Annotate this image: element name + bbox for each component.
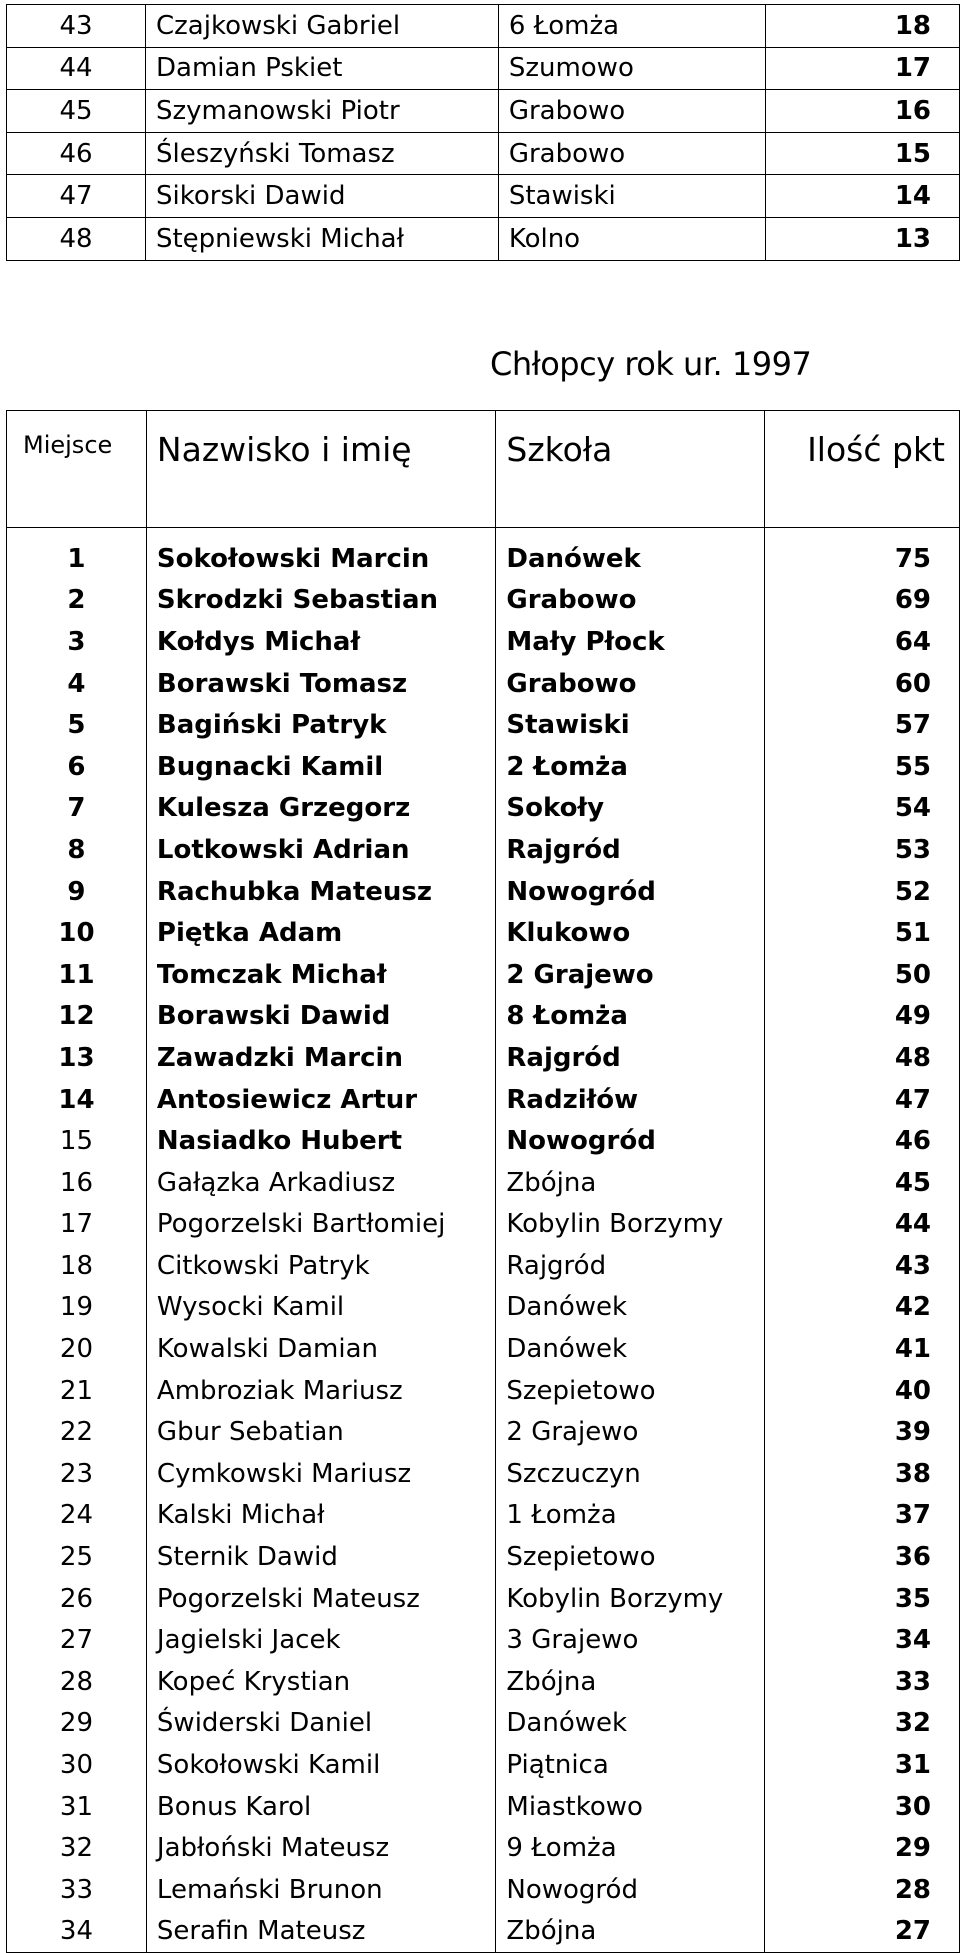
table-row xyxy=(7,1162,960,1204)
school-cell: Nowogród xyxy=(496,1869,764,1911)
table-row xyxy=(7,1204,960,1246)
table-row xyxy=(7,1453,960,1495)
name-cell: Ambroziak Mariusz xyxy=(146,1370,495,1412)
school-cell: Miastkowo xyxy=(496,1786,764,1828)
table-row xyxy=(7,1578,960,1620)
name-cell: Sikorski Dawid xyxy=(145,175,498,218)
name-cell: Jabłoński Mateusz xyxy=(146,1827,495,1869)
rank-cell: 7 xyxy=(7,788,147,830)
rank-cell: 32 xyxy=(7,1827,147,1869)
name-cell: Pogorzelski Mateusz xyxy=(146,1578,495,1620)
school-cell: Nowogród xyxy=(496,1120,764,1162)
name-cell: Kulesza Grzegorz xyxy=(146,788,495,830)
name-cell: Bugnacki Kamil xyxy=(146,746,495,788)
table-row xyxy=(7,621,960,663)
points-cell: 30 xyxy=(764,1786,959,1828)
name-cell: Tomczak Michał xyxy=(146,954,495,996)
points-cell: 39 xyxy=(764,1411,959,1453)
rank-cell: 9 xyxy=(7,871,147,913)
points-cell: 34 xyxy=(764,1619,959,1661)
name-cell: Pogorzelski Bartłomiej xyxy=(146,1204,495,1246)
points-cell: 43 xyxy=(764,1245,959,1287)
name-cell: Nasiadko Hubert xyxy=(146,1120,495,1162)
points-cell: 53 xyxy=(764,829,959,871)
rank-cell: 29 xyxy=(7,1703,147,1745)
name-cell: Stępniewski Michał xyxy=(145,217,498,260)
table-row xyxy=(7,663,960,705)
school-cell: Grabowo xyxy=(496,663,764,705)
table-row xyxy=(7,788,960,830)
points-cell: 55 xyxy=(764,746,959,788)
rank-cell: 2 xyxy=(7,580,147,622)
name-cell: Śleszyński Tomasz xyxy=(145,132,498,175)
rank-cell: 15 xyxy=(7,1120,147,1162)
header-points: Ilość pkt xyxy=(764,411,959,528)
school-cell: Kobylin Borzymy xyxy=(496,1204,764,1246)
name-cell: Lotkowski Adrian xyxy=(146,829,495,871)
school-cell: Rajgród xyxy=(496,1037,764,1079)
table-row xyxy=(7,1287,960,1329)
rank-cell: 46 xyxy=(7,132,146,175)
rank-cell: 22 xyxy=(7,1411,147,1453)
rank-cell: 1 xyxy=(7,528,147,580)
points-cell: 42 xyxy=(764,1287,959,1329)
rank-cell: 44 xyxy=(7,47,146,90)
table-row xyxy=(7,1827,960,1869)
rank-cell: 23 xyxy=(7,1453,147,1495)
name-cell: Szymanowski Piotr xyxy=(145,90,498,133)
table-row xyxy=(7,1411,960,1453)
school-cell: Rajgród xyxy=(496,1245,764,1287)
name-cell: Piętka Adam xyxy=(146,912,495,954)
points-cell: 37 xyxy=(764,1495,959,1537)
rank-cell: 14 xyxy=(7,1079,147,1121)
points-cell: 13 xyxy=(765,217,959,260)
school-cell: 2 Grajewo xyxy=(496,1411,764,1453)
points-cell: 47 xyxy=(764,1079,959,1121)
rank-cell: 34 xyxy=(7,1911,147,1953)
points-cell: 33 xyxy=(764,1661,959,1703)
rank-cell: 31 xyxy=(7,1786,147,1828)
name-cell: Wysocki Kamil xyxy=(146,1287,495,1329)
school-cell: Grabowo xyxy=(496,580,764,622)
points-cell: 27 xyxy=(764,1911,959,1953)
table-row xyxy=(7,1786,960,1828)
school-cell: Danówek xyxy=(496,1287,764,1329)
points-cell: 52 xyxy=(764,871,959,913)
school-cell: Danówek xyxy=(496,528,764,580)
points-cell: 49 xyxy=(764,996,959,1038)
table-row xyxy=(7,1911,960,1953)
table-row xyxy=(7,746,960,788)
table-row xyxy=(7,1744,960,1786)
points-cell: 75 xyxy=(764,528,959,580)
rank-cell: 3 xyxy=(7,621,147,663)
points-cell: 57 xyxy=(764,704,959,746)
results-table xyxy=(6,410,960,1953)
points-cell: 41 xyxy=(764,1328,959,1370)
school-cell: Grabowo xyxy=(498,90,765,133)
header-rank: Miejsce xyxy=(7,411,147,528)
school-cell: 6 Łomża xyxy=(498,5,765,48)
school-cell: Kolno xyxy=(498,217,765,260)
points-cell: 31 xyxy=(764,1744,959,1786)
name-cell: Sokołowski Marcin xyxy=(146,528,495,580)
points-cell: 69 xyxy=(764,580,959,622)
name-cell: Bagiński Patryk xyxy=(146,704,495,746)
table-row xyxy=(7,1037,960,1079)
rank-cell: 47 xyxy=(7,175,146,218)
name-cell: Sokołowski Kamil xyxy=(146,1744,495,1786)
rank-cell: 17 xyxy=(7,1204,147,1246)
name-cell: Borawski Tomasz xyxy=(146,663,495,705)
school-cell: Nowogród xyxy=(496,871,764,913)
table-row xyxy=(7,829,960,871)
rank-cell: 43 xyxy=(7,5,146,48)
rank-cell: 45 xyxy=(7,90,146,133)
table-row xyxy=(7,1536,960,1578)
header-name: Nazwisko i imię xyxy=(146,411,495,528)
name-cell: Kopeć Krystian xyxy=(146,1661,495,1703)
name-cell: Świderski Daniel xyxy=(146,1703,495,1745)
table-row xyxy=(7,871,960,913)
rank-cell: 10 xyxy=(7,912,147,954)
points-cell: 40 xyxy=(764,1370,959,1412)
name-cell: Skrodzki Sebastian xyxy=(146,580,495,622)
table-row xyxy=(7,1120,960,1162)
school-cell: Danówek xyxy=(496,1328,764,1370)
points-cell: 44 xyxy=(764,1204,959,1246)
table-row xyxy=(7,996,960,1038)
school-cell: 8 Łomża xyxy=(496,996,764,1038)
points-cell: 46 xyxy=(764,1120,959,1162)
points-cell: 17 xyxy=(765,47,959,90)
points-cell: 38 xyxy=(764,1453,959,1495)
school-cell: Szepietowo xyxy=(496,1370,764,1412)
points-cell: 50 xyxy=(764,954,959,996)
name-cell: Gbur Sebatian xyxy=(146,1411,495,1453)
results-body xyxy=(7,528,960,1953)
table-row xyxy=(7,1245,960,1287)
rank-cell: 30 xyxy=(7,1744,147,1786)
table-row xyxy=(7,580,960,622)
name-cell: Cymkowski Mariusz xyxy=(146,1453,495,1495)
rank-cell: 48 xyxy=(7,217,146,260)
table-row xyxy=(7,528,960,580)
table-row xyxy=(7,1079,960,1121)
points-cell: 32 xyxy=(764,1703,959,1745)
table-row xyxy=(7,47,960,90)
school-cell: Klukowo xyxy=(496,912,764,954)
school-cell: Sokoły xyxy=(496,788,764,830)
name-cell: Zawadzki Marcin xyxy=(146,1037,495,1079)
rank-cell: 27 xyxy=(7,1619,147,1661)
rank-cell: 26 xyxy=(7,1578,147,1620)
table-row xyxy=(7,1661,960,1703)
points-cell: 15 xyxy=(765,132,959,175)
rank-cell: 6 xyxy=(7,746,147,788)
table-row xyxy=(7,1703,960,1745)
table-row xyxy=(7,1495,960,1537)
points-cell: 51 xyxy=(764,912,959,954)
points-cell: 35 xyxy=(764,1578,959,1620)
rank-cell: 8 xyxy=(7,829,147,871)
points-cell: 60 xyxy=(764,663,959,705)
name-cell: Antosiewicz Artur xyxy=(146,1079,495,1121)
school-cell: Stawiski xyxy=(496,704,764,746)
table-row xyxy=(7,1328,960,1370)
points-cell: 64 xyxy=(764,621,959,663)
rank-cell: 13 xyxy=(7,1037,147,1079)
name-cell: Borawski Dawid xyxy=(146,996,495,1038)
name-cell: Serafin Mateusz xyxy=(146,1911,495,1953)
school-cell: 9 Łomża xyxy=(496,1827,764,1869)
rank-cell: 18 xyxy=(7,1245,147,1287)
rank-cell: 12 xyxy=(7,996,147,1038)
school-cell: Zbójna xyxy=(496,1911,764,1953)
rank-cell: 4 xyxy=(7,663,147,705)
school-cell: Szumowo xyxy=(498,47,765,90)
previous-results-table xyxy=(6,4,960,261)
school-cell: Szepietowo xyxy=(496,1536,764,1578)
name-cell: Kalski Michał xyxy=(146,1495,495,1537)
school-cell: 1 Łomża xyxy=(496,1495,764,1537)
points-cell: 45 xyxy=(764,1162,959,1204)
school-cell: Kobylin Borzymy xyxy=(496,1578,764,1620)
school-cell: Zbójna xyxy=(496,1162,764,1204)
school-cell: 3 Grajewo xyxy=(496,1619,764,1661)
results-header-row xyxy=(7,411,960,528)
school-cell: Stawiski xyxy=(498,175,765,218)
table-row xyxy=(7,90,960,133)
table-row xyxy=(7,704,960,746)
rank-cell: 24 xyxy=(7,1495,147,1537)
name-cell: Gałązka Arkadiusz xyxy=(146,1162,495,1204)
rank-cell: 33 xyxy=(7,1869,147,1911)
name-cell: Jagielski Jacek xyxy=(146,1619,495,1661)
school-cell: 2 Łomża xyxy=(496,746,764,788)
table-row xyxy=(7,954,960,996)
table-row xyxy=(7,175,960,218)
rank-cell: 25 xyxy=(7,1536,147,1578)
section-title: Chłopcy rok ur. 1997 xyxy=(490,345,812,383)
rank-cell: 20 xyxy=(7,1328,147,1370)
table-row xyxy=(7,1869,960,1911)
rank-cell: 11 xyxy=(7,954,147,996)
rank-cell: 5 xyxy=(7,704,147,746)
name-cell: Lemański Brunon xyxy=(146,1869,495,1911)
name-cell: Bonus Karol xyxy=(146,1786,495,1828)
name-cell: Citkowski Patryk xyxy=(146,1245,495,1287)
school-cell: Grabowo xyxy=(498,132,765,175)
school-cell: Szczuczyn xyxy=(496,1453,764,1495)
previous-results-body xyxy=(7,5,960,261)
rank-cell: 28 xyxy=(7,1661,147,1703)
school-cell: 2 Grajewo xyxy=(496,954,764,996)
school-cell: Piątnica xyxy=(496,1744,764,1786)
points-cell: 14 xyxy=(765,175,959,218)
header-school: Szkoła xyxy=(496,411,764,528)
school-cell: Mały Płock xyxy=(496,621,764,663)
table-row xyxy=(7,132,960,175)
name-cell: Sternik Dawid xyxy=(146,1536,495,1578)
rank-cell: 21 xyxy=(7,1370,147,1412)
table-row xyxy=(7,217,960,260)
points-cell: 28 xyxy=(764,1869,959,1911)
points-cell: 29 xyxy=(764,1827,959,1869)
school-cell: Rajgród xyxy=(496,829,764,871)
name-cell: Damian Pskiet xyxy=(145,47,498,90)
points-cell: 18 xyxy=(765,5,959,48)
school-cell: Zbójna xyxy=(496,1661,764,1703)
points-cell: 48 xyxy=(764,1037,959,1079)
table-row xyxy=(7,1370,960,1412)
points-cell: 36 xyxy=(764,1536,959,1578)
points-cell: 54 xyxy=(764,788,959,830)
points-cell: 16 xyxy=(765,90,959,133)
table-row xyxy=(7,1619,960,1661)
name-cell: Kołdys Michał xyxy=(146,621,495,663)
table-row xyxy=(7,912,960,954)
school-cell: Danówek xyxy=(496,1703,764,1745)
school-cell: Radziłów xyxy=(496,1079,764,1121)
name-cell: Kowalski Damian xyxy=(146,1328,495,1370)
name-cell: Czajkowski Gabriel xyxy=(145,5,498,48)
table-row xyxy=(7,5,960,48)
rank-cell: 19 xyxy=(7,1287,147,1329)
name-cell: Rachubka Mateusz xyxy=(146,871,495,913)
rank-cell: 16 xyxy=(7,1162,147,1204)
